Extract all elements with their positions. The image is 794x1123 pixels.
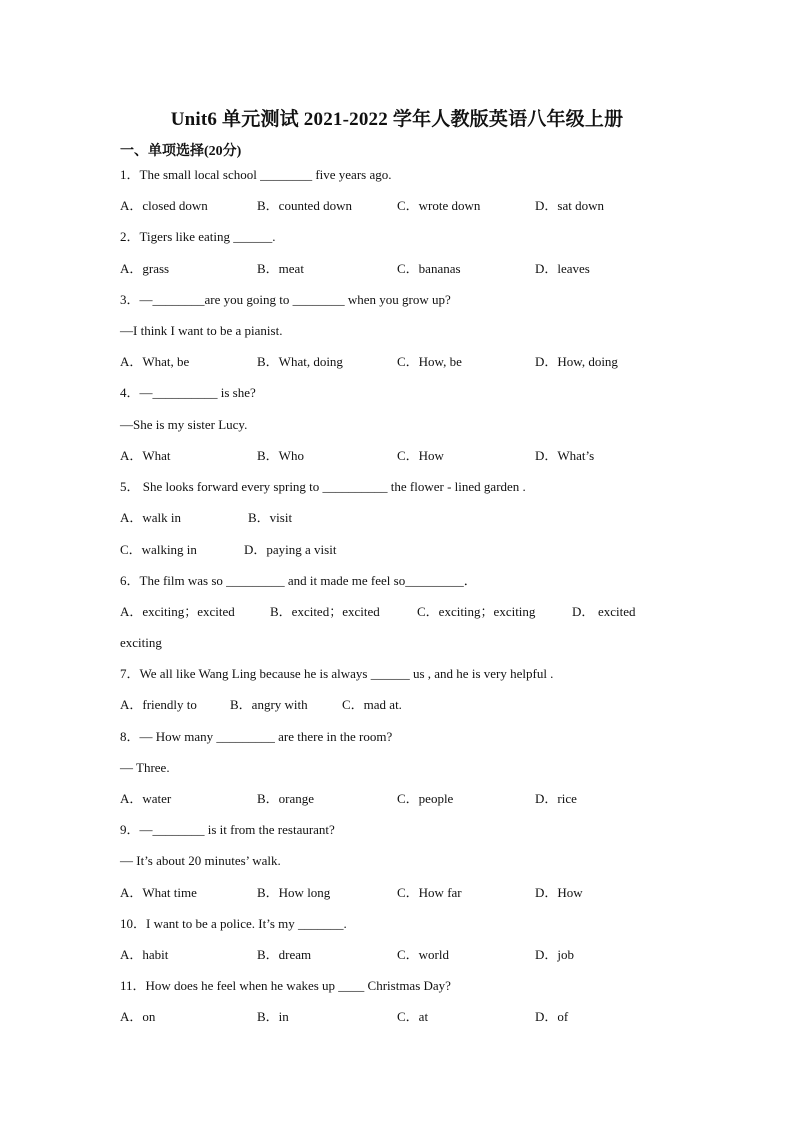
page-title: Unit6 单元测试 2021-2022 学年人教版英语八年级上册: [170, 109, 624, 130]
option-a: A．friendly to: [120, 697, 197, 712]
options-q4: [120, 447, 680, 465]
option-b: B．visit: [248, 510, 293, 525]
option-a: A．on: [120, 1009, 156, 1024]
question-4-reply: —She is my sister Lucy.: [120, 417, 248, 432]
options-q10: [120, 946, 680, 964]
question-3-reply: —I think I want to be a pianist.: [120, 323, 283, 338]
option-c: C．at: [397, 1009, 429, 1024]
option-c: C．bananas: [397, 261, 461, 276]
options-q9: [120, 884, 680, 902]
question-11: 11．How does he feel when he wakes up ____ Christmas Day?: [120, 978, 451, 993]
option-a: A．water: [120, 791, 172, 806]
question-8-reply: — Three.: [120, 760, 170, 775]
options-q1: [120, 197, 680, 215]
options-q3: [120, 353, 680, 371]
option-b: B．counted down: [257, 198, 352, 213]
option-a: A．exciting；excited: [120, 604, 235, 619]
question-5: 5． She looks forward every spring to __________ the flower - lined garden .: [120, 479, 526, 494]
options-q5-row1: [120, 509, 680, 527]
option-d: D．sat down: [535, 198, 604, 213]
options-q6: [120, 603, 700, 621]
option-b: B．meat: [257, 261, 304, 276]
option-a: A．closed down: [120, 198, 208, 213]
option-c: C．How far: [397, 885, 462, 900]
options-q8: [120, 790, 680, 808]
options-q11: [120, 1008, 680, 1026]
option-c: C．exciting；exciting: [417, 604, 536, 619]
question-7: 7．We all like Wang Ling because he is always ______ us , and he is very helpful .: [120, 666, 554, 681]
option-d: D．job: [535, 947, 575, 962]
question-6: 6．The film was so _________ and it made me feel so_________．: [120, 573, 477, 588]
options-q5-row2: [120, 541, 680, 559]
option-d: D．rice: [535, 791, 577, 806]
option-d: D．How, doing: [535, 354, 618, 369]
option-d: D．of: [535, 1009, 569, 1024]
question-2: 2．Tigers like eating ______.: [120, 229, 276, 244]
option-a: A．What, be: [120, 354, 190, 369]
option-d-continued: exciting: [120, 635, 162, 650]
option-a: A．walk in: [120, 510, 182, 525]
option-b: B．in: [257, 1009, 289, 1024]
option-d: D．leaves: [535, 261, 590, 276]
option-d: D．paying a visit: [244, 542, 337, 557]
option-d-prefix: D．: [572, 604, 595, 619]
option-c: C．How, be: [397, 354, 462, 369]
section-heading: 一、单项选择(20分): [120, 144, 242, 159]
question-8: 8．— How many _________ are there in the room?: [120, 729, 393, 744]
option-b: B．angry with: [230, 697, 308, 712]
options-q2: [120, 260, 680, 278]
option-d-text: excited: [598, 604, 636, 619]
option-a: A．habit: [120, 947, 169, 962]
question-3: 3．—________are you going to ________ when you grow up?: [120, 292, 451, 307]
question-4: 4．—__________ is she?: [120, 385, 256, 400]
option-c: C．mad at.: [342, 697, 402, 712]
option-c: C．walking in: [120, 542, 197, 557]
options-q7: [120, 696, 680, 714]
option-b: B．excited；excited: [270, 604, 380, 619]
question-9-reply: — It’s about 20 minutes’ walk.: [120, 853, 281, 868]
option-b: B．Who: [257, 448, 304, 463]
option-a: A．What time: [120, 885, 197, 900]
option-c: C．How: [397, 448, 444, 463]
option-a: A．grass: [120, 261, 170, 276]
option-b: B．What, doing: [257, 354, 343, 369]
option-b: B．How long: [257, 885, 331, 900]
option-c: C．wrote down: [397, 198, 481, 213]
question-10: 10．I want to be a police. It’s my _______.: [120, 916, 347, 931]
question-9: 9．—________ is it from the restaurant?: [120, 822, 335, 837]
option-b: B．orange: [257, 791, 315, 806]
question-1: 1．The small local school ________ five years ago.: [120, 167, 392, 182]
option-c: C．people: [397, 791, 454, 806]
option-b: B．dream: [257, 947, 312, 962]
option-d: D．How: [535, 885, 583, 900]
option-c: C．world: [397, 947, 450, 962]
option-a: A．What: [120, 448, 171, 463]
option-d: D．What’s: [535, 448, 595, 463]
